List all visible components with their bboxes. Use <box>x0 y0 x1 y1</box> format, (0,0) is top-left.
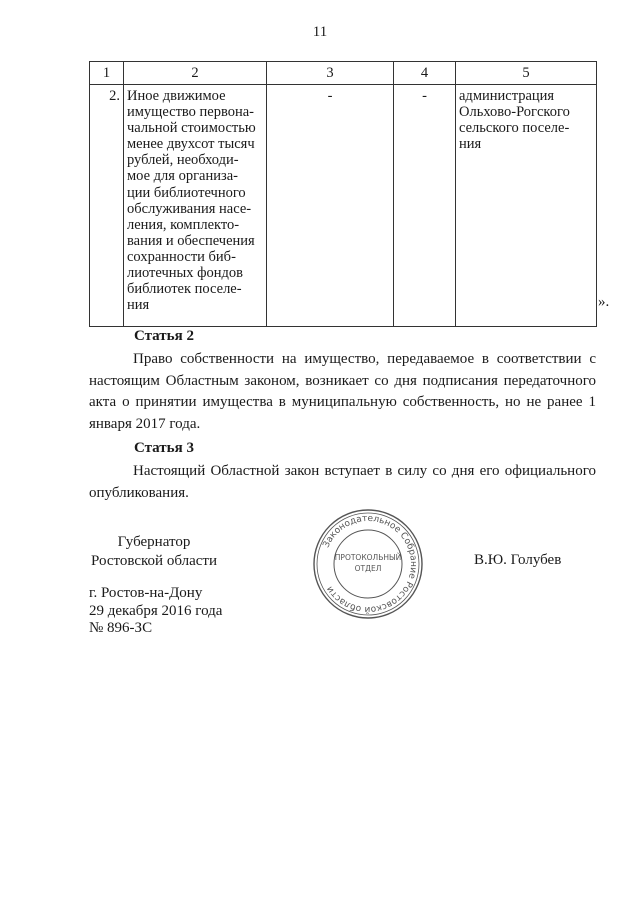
closing-quote: ». <box>598 294 610 310</box>
signatory-name: В.Ю. Голубев <box>474 552 562 568</box>
table-header-row <box>90 62 597 85</box>
recipient-line: ния <box>459 136 482 153</box>
official-seal <box>312 508 424 620</box>
signatory-role <box>89 533 219 571</box>
table-cell-col3: - <box>267 85 394 327</box>
property-description <box>124 85 267 327</box>
signatory-role-line: Ростовской области <box>91 553 217 569</box>
table-header-cell: 2 <box>124 62 267 85</box>
article-2-text: Право собственности на имущество, передаваемое в соответствии с настоящим Областным законом, возникает со дня подписания передаточного акта о принятии имущества в муниципальную собственность, но не ранее 1 января 2017 года. <box>89 351 596 432</box>
description-line: ления, комплекто- <box>127 216 240 233</box>
description-line: Иное движимое <box>127 88 226 104</box>
seal-inner-line: ПРОТОКОЛЬНЫЙ <box>334 553 402 562</box>
signatory-role-line: Губернатор <box>117 534 191 550</box>
table-header-cell: 1 <box>90 62 124 85</box>
recipient-line: Ольхово-Рогского <box>459 104 570 121</box>
description-line: рублей, необходи- <box>127 152 239 169</box>
row-number: 2. <box>90 85 124 327</box>
article-3-title: Статья 3 <box>134 440 194 456</box>
place-and-date <box>89 585 222 638</box>
description-line: обслуживания насе- <box>127 200 252 217</box>
description-line: чальной стоимостью <box>127 120 256 137</box>
description-line: вания и обеспечения <box>127 232 255 249</box>
page-number: 11 <box>312 24 328 40</box>
description-line: менее двухсот тысяч <box>127 136 255 153</box>
recipient-line: администрация <box>459 88 555 104</box>
table-header-cell: 4 <box>394 62 456 85</box>
description-line: имущество первона- <box>127 104 255 121</box>
description-line: мое для организа- <box>127 168 238 185</box>
article-3-text: Настоящий Областной закон вступает в силу со дня его официального опубликования. <box>89 463 596 501</box>
seal-outer-text-path: Законодательное Собрание Ростовской области <box>321 513 419 615</box>
description-line: сохранности биб- <box>127 248 236 265</box>
date: 29 декабря 2016 года <box>89 602 223 619</box>
table-cell-col4: - <box>394 85 456 327</box>
property-table <box>89 61 597 327</box>
description-line: ции библиотечного <box>127 184 246 201</box>
table-header-cell: 3 <box>267 62 394 85</box>
table-header-cell: 5 <box>456 62 597 85</box>
article-2-title: Статья 2 <box>134 328 194 344</box>
description-line: библиотек поселе- <box>127 281 242 298</box>
city: г. Ростов-на-Дону <box>89 585 203 601</box>
recipient-cell <box>456 85 597 327</box>
description-line: лиотечных фондов <box>127 265 244 282</box>
seal-inner-line: ОТДЕЛ <box>354 564 382 573</box>
recipient-line: сельского поселе- <box>459 120 570 137</box>
law-number: № 896-ЗС <box>89 620 153 636</box>
table-row <box>90 85 597 327</box>
description-line: ния <box>127 297 150 314</box>
